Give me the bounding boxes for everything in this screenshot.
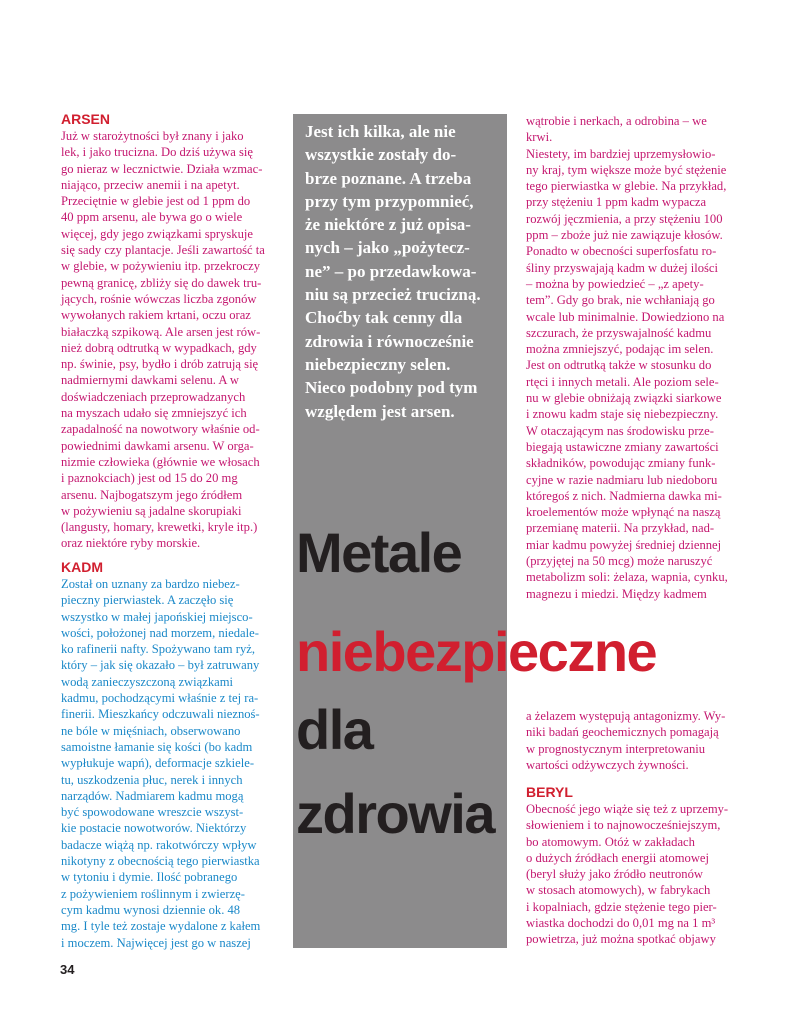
arsen-text-line: powiednimi dawkami arsenu. W orga-	[61, 438, 254, 453]
right-top-text-line: (przyjętej na 50 mcg) może naruszyć	[526, 554, 713, 569]
arsen-text-line: zapadalność na nowotwory właśnie od-	[61, 422, 260, 437]
arsen-text-line: pewną granicę, zbliży się do dawek tru-	[61, 275, 262, 290]
arsen-body	[61, 128, 265, 552]
arsen-text-line: w glebie, w pożywieniu itp. przekroczy	[61, 259, 260, 274]
right-top-text-line: ppm – zboże już nie zawiązuje kłosów.	[526, 228, 723, 243]
arsen-text-line: niająco, przeciw anemii i na apetyt.	[61, 177, 240, 192]
kadm-text-line: wypłukuje wapń), deformacje szkiele-	[61, 756, 255, 771]
right-top-text-line: któregoś z nich. Nadmierna dawka mi-	[526, 488, 722, 503]
pull-quote-line: Nieco podobny pod tym	[305, 378, 478, 398]
beryl-text-line: o dużych źródłach energii atomowej	[526, 850, 710, 865]
arsen-text-line: więcej, gdy jego związkami spryskuje	[61, 226, 253, 241]
kadm-text-line: tu, uszkodzenia płuc, nerek i innych	[61, 772, 243, 787]
title-niebezpieczne: niebezpieczne	[296, 620, 657, 683]
arsen-text-line: (langusty, homary, krewetki, kryle itp.)	[61, 520, 258, 535]
right-top-text-line: magnezu i miedzi. Między kadmem	[526, 586, 707, 601]
arsen-text-line: w pożywieniu są jadalne skorupiaki	[61, 503, 242, 518]
right-top-text-line: i znowu kadm staje się niebezpieczny.	[526, 407, 719, 422]
kadm-text-line: z pożywieniem roślinnym i zwierzę-	[61, 886, 245, 901]
arsen-text-line: lek, i jako trucizna. Do dziś używa się	[61, 145, 253, 160]
beryl-text-line: w stosach atomowych), w fabrykach	[526, 883, 711, 898]
kadm-text-line: badacze wiążą np. rakotwórczy wpływ	[61, 837, 257, 852]
arsen-text-line: oraz niektóre ryby morskie.	[61, 536, 201, 551]
arsen-text-line: 40 ppm arsenu, ale bywa go o wiele	[61, 210, 243, 225]
right-top-text-line: kroelementów może wpłynąć na naszą	[526, 505, 721, 520]
page-number: 34	[60, 962, 75, 977]
right-top-text-line: Ponadto w obecności superfosfatu ro-	[526, 244, 717, 259]
kadm-text-line: który – jak się okazało – był zatruwany	[61, 658, 260, 673]
kadm-text-line: samoistne łamanie się kości (bo kadm	[61, 739, 253, 754]
right-top-text-line: W otaczającym nas środowisku prze-	[526, 423, 714, 438]
right-top-text-line: wątrobie i nerkach, a odrobina – we	[526, 114, 707, 128]
arsen-text-line: Już w starożytności był znany i jako	[61, 129, 244, 143]
right-top-text-line: rozwój jęczmienia, a przy stężeniu 100	[526, 211, 723, 226]
beryl-text-line: słowieniem i to najnowocześniejszym,	[526, 818, 721, 833]
beryl-text-line: (beryl służy jako źródło neutronów	[526, 867, 703, 882]
kadm-text-line: cym kadmu wynosi dziennie ok. 48	[61, 902, 241, 917]
kadm-section	[61, 559, 260, 951]
right-top-text-line: metabolizm soli: żelaza, wapnia, cynku,	[526, 570, 728, 585]
kadm-text-line: Został on uznany za bardzo niebez-	[61, 577, 240, 591]
arsen-section	[61, 111, 265, 552]
right-top-text-line: tego pierwiastka w glebie. Na przykład,	[526, 179, 727, 194]
pull-quote-line: nych – jako „pożytecz-	[305, 238, 470, 258]
pull-quote-line: Jest ich kilka, ale nie	[305, 122, 456, 141]
kadm-text-line: finerii. Mieszkańcy odczuwali nieznoś-	[61, 707, 260, 722]
kadm-text-line: kadmu, pochodzącymi właśnie z tej ra-	[61, 691, 259, 706]
kadm-text-line: mg. I tyle też zostaje wydalone z kałem	[61, 919, 261, 934]
right-top-text-line: miar kadmu powyżej średniej dziennej	[526, 537, 722, 552]
beryl-text-line: i kopalniach, gdzie stężenie tego pier-	[526, 899, 717, 914]
right-top-text-line: rtęci i innych metali. Ale poziom sele-	[526, 374, 719, 389]
pull-quote-line: Choćby tak cenny dla	[305, 308, 463, 328]
kadm-heading: KADM	[61, 559, 103, 575]
right-mid-text-line: niki badań geochemicznych pomagają	[526, 725, 719, 740]
right-top-text-line: przemianę materii. Na przykład, nad-	[526, 521, 715, 536]
title-dla: dla	[296, 698, 373, 761]
right-mid-text-line: a żelazem występują antagonizmy. Wy-	[526, 709, 726, 723]
kadm-text-line: pieczny pierwiastek. A zaczęło się	[61, 593, 234, 608]
kadm-text-line: ko rafinerii nafty. Spożywano tam ryż,	[61, 642, 255, 657]
arsen-heading: ARSEN	[61, 111, 111, 127]
beryl-heading: BERYL	[526, 784, 573, 800]
pull-quote-line: niebezpieczny selen.	[305, 354, 451, 374]
pull-quote-line: ne” – po przedawkowa-	[305, 261, 477, 281]
beryl-section	[526, 784, 728, 948]
kadm-text-line: wodą zanieczyszczoną związkami	[61, 674, 234, 689]
arsen-text-line: się sady czy plantacje. Jeśli zawartość ta	[61, 243, 265, 258]
pull-quote-line: względem jest arsen.	[305, 401, 455, 421]
right-top-text-line: cyjne w razie nadmiaru lub niedoboru	[526, 472, 718, 487]
right-top-text-line: – można by powiedzieć – „z apety-	[526, 276, 704, 291]
right-top-text	[526, 113, 728, 602]
arsen-text-line: na myszach udało się zmniejszyć ich	[61, 406, 247, 421]
right-mid-text-line: w prognostycznym interpretowaniu	[526, 741, 706, 756]
kadm-text-line: ne bóle w mięśniach, obserwowano	[61, 723, 241, 738]
pull-quote-line: brze poznane. A trzeba	[305, 168, 472, 188]
kadm-body	[61, 576, 260, 951]
kadm-text-line: narządów. Nadmiarem kadmu mogą	[61, 788, 244, 803]
right-top-text-line: wcale lub minimalnie. Dowiedziono na	[526, 309, 725, 324]
title-zdrowia: zdrowia	[296, 782, 494, 845]
kadm-text-line: wości, położonej nad morzem, niedale-	[61, 625, 259, 640]
right-top-text-line: składników, powodując zmiany funk-	[526, 456, 716, 471]
right-top-text-line: tem”. Gdy go brak, nie wchłaniają go	[526, 293, 715, 308]
kadm-text-line: wszystko w małej japońskiej miejsco-	[61, 609, 253, 624]
right-top-text-line: śliny przyswajają kadm w dużej ilości	[526, 260, 719, 275]
arsen-text-line: arsenu. Najbogatszym jego źródłem	[61, 487, 243, 502]
right-top-text-line: ny kraj, tym większe może być stężenie	[526, 162, 727, 177]
arsen-text-line: wywołanych rakiem krtani, oczu oraz	[61, 308, 251, 323]
arsen-text-line: jących, rośnie wówczas liczba zgonów	[61, 291, 257, 306]
kadm-text-line: kie postacie nowotworów. Niektórzy	[61, 821, 247, 836]
pull-quote-line: wszystkie zostały do-	[305, 145, 457, 165]
beryl-text-line: wiastka dochodzi do 0,01 mg na 1 m³	[526, 916, 716, 931]
beryl-text-line: bo atomowym. Otóż w zakładach	[526, 834, 695, 849]
kadm-text-line: i moczem. Najwięcej jest go w naszej	[61, 935, 251, 950]
arsen-text-line: np. świnie, psy, bydło i drób zatrują się	[61, 357, 259, 372]
arsen-text-line: doświadczeniach przeprowadzanych	[61, 389, 246, 404]
pull-quote-line: przy tym przypomnieć,	[305, 191, 474, 211]
beryl-text-line: Obecność jego wiąże się też z uprzemy-	[526, 802, 729, 816]
pull-quote-line: zdrowia i równocześnie	[305, 331, 474, 351]
arsen-text-line: białaczką szpikową. Ale arsen jest rów-	[61, 324, 261, 339]
right-top-text-line: biegają ustawiczne zmiany zawartości	[526, 439, 719, 454]
right-top-text-line: nu w glebie obniżają związki siarkowe	[526, 391, 722, 406]
kadm-text-line: w tytoniu i dymie. Ilość pobranego	[61, 870, 238, 885]
beryl-body	[526, 801, 728, 948]
right-mid-text	[526, 708, 725, 773]
arsen-text-line: Przeciętnie w glebie jest od 1 ppm do	[61, 194, 251, 209]
right-mid-text-line: wartości odżywczych żywności.	[526, 757, 689, 772]
pull-quote	[305, 120, 481, 423]
right-top-text-line: przy stężeniu 1 ppm kadm wypacza	[526, 195, 707, 210]
pull-quote-line: niu są przecież trucizną.	[305, 285, 481, 305]
arsen-text-line: nizmie człowieka (głównie we włosach	[61, 454, 260, 469]
title-metale: Metale	[296, 521, 462, 584]
kadm-text-line: być spowodowane wreszcie wszyst-	[61, 805, 244, 820]
beryl-text-line: powietrza, już można spotkać objawy	[526, 932, 716, 947]
right-top-text-line: krwi.	[526, 130, 553, 145]
kadm-text-line: nikotyny z obecnością tego pierwiastka	[61, 854, 260, 869]
arsen-text-line: nadmiernymi dawkami selenu. A w	[61, 373, 240, 388]
right-top-text-line: Jest on odtrutką także w stosunku do	[526, 358, 712, 373]
right-top-text-line: szczurach, że przyswajalność kadmu	[526, 325, 712, 340]
right-top-text-line: Niestety, im bardziej uprzemysłowio-	[526, 146, 716, 161]
right-top-text-line: można zmniejszyć, podając im selen.	[526, 342, 714, 357]
pull-quote-line: że niektóre z już opisa-	[305, 215, 471, 235]
arsen-text-line: i paznokciach) jest od 15 do 20 mg	[61, 471, 238, 486]
arsen-text-line: nież dobrą odtrutką w wypadkach, gdy	[61, 340, 257, 355]
arsen-text-line: go nieraz w lecznictwie. Działa wzmac-	[61, 161, 263, 176]
